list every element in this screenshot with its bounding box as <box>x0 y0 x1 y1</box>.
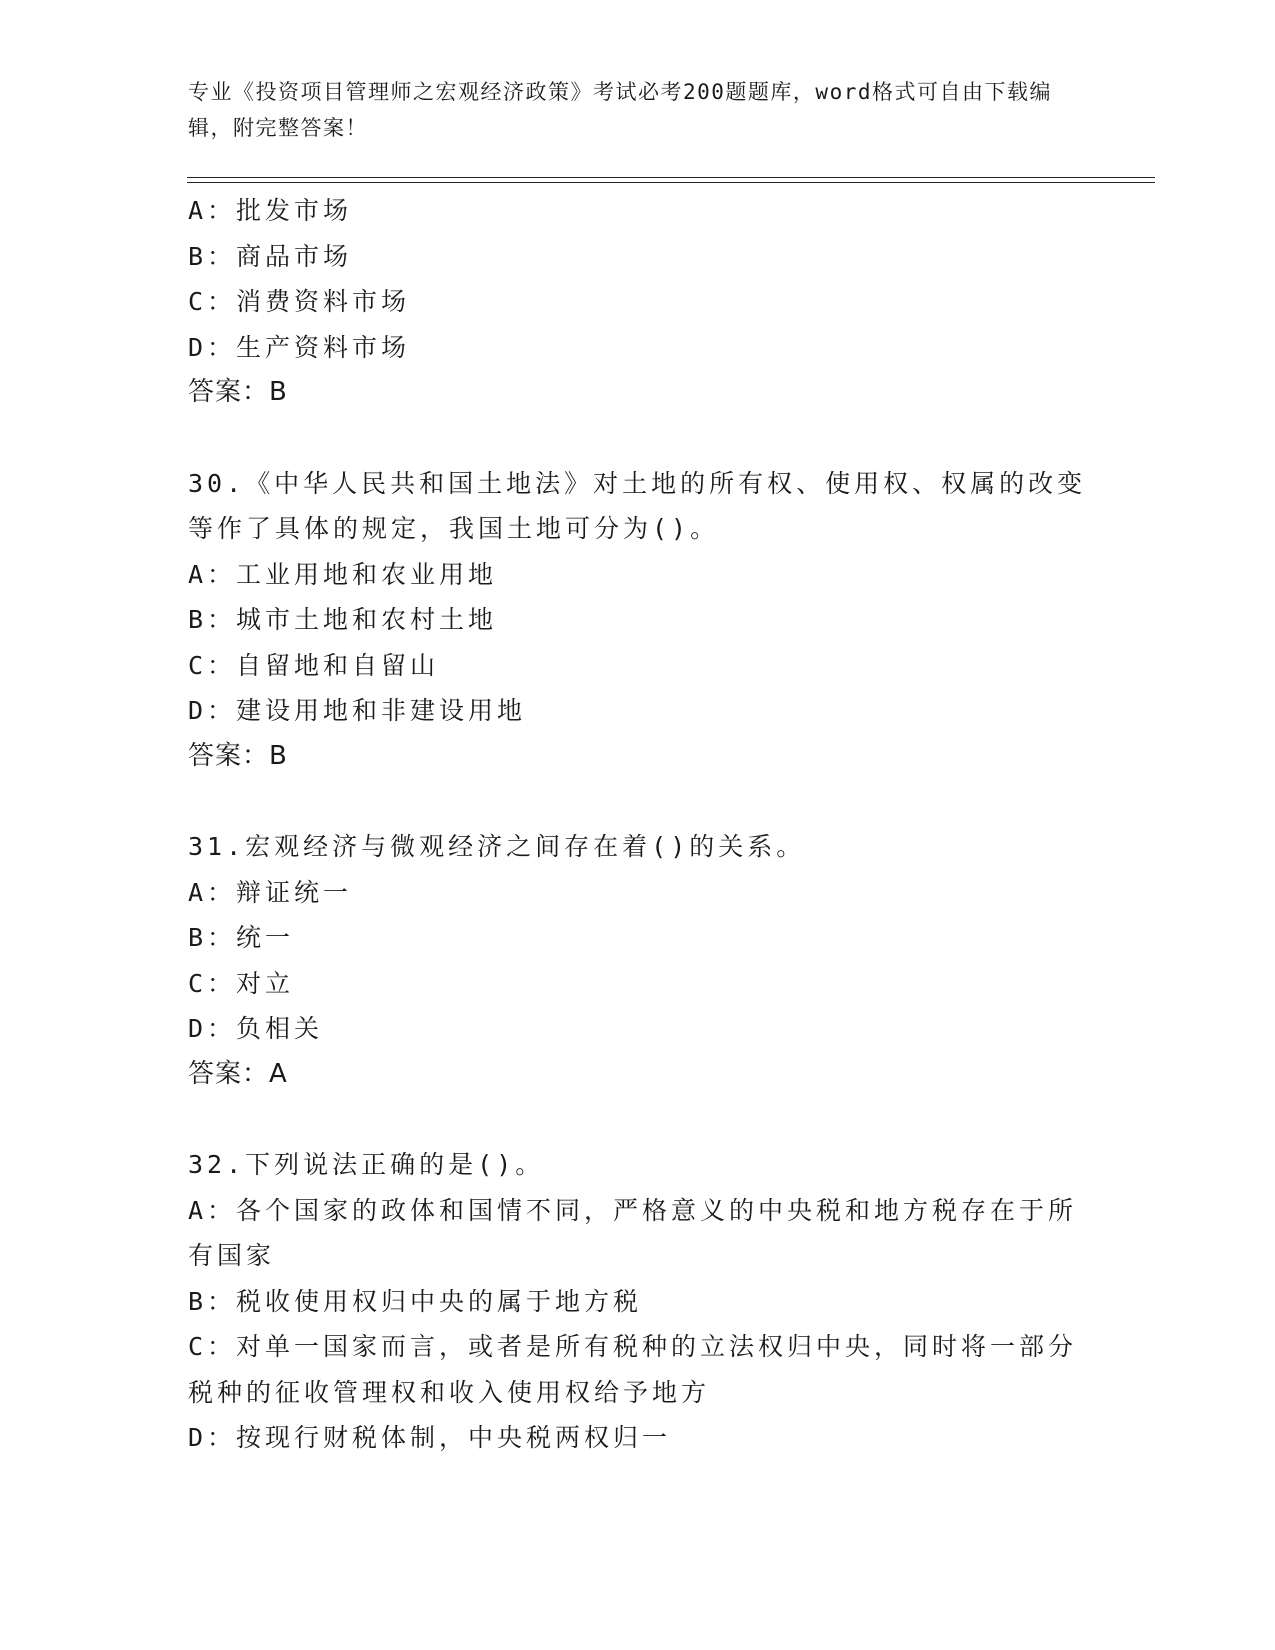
answer-line: 答案：B <box>188 740 288 771</box>
option-d: D：建设用地和非建设用地 <box>188 696 527 725</box>
option-c: C：对单一国家而言，或者是所有税种的立法权归中央，同时将一部分 <box>188 1332 1078 1361</box>
question-stem: 31.宏观经济与微观经济之间存在着()的关系。 <box>188 832 806 861</box>
question-stem: 30.《中华人民共和国土地法》对土地的所有权、使用权、权属的改变 <box>188 468 1087 498</box>
option-c: C：对立 <box>188 968 295 998</box>
option-d: D：按现行财税体制，中央税两权归一 <box>188 1423 672 1452</box>
option-c: C：消费资料市场 <box>188 287 411 316</box>
option-d: D：负相关 <box>188 1014 324 1043</box>
option-b: B：商品市场 <box>188 241 353 271</box>
document-header: 专业《投资项目管理师之宏观经济政策》考试必考200题题库，word格式可自由下载编辑，附完整答案！ <box>188 80 1052 140</box>
answer-line: 答案：B <box>188 377 288 407</box>
question-30 <box>188 461 1088 780</box>
option-a-continued: 有国家 <box>188 1241 276 1270</box>
question-stem: 32.下列说法正确的是()。 <box>188 1150 545 1179</box>
question-stem-continued: 等作了具体的规定，我国土地可分为()。 <box>188 514 720 543</box>
option-a: A：辩证统一 <box>188 877 353 907</box>
option-a: A：各个国家的政体和国情不同，严格意义的中央税和地方税存在于所 <box>188 1195 1078 1225</box>
option-a: A：工业用地和农业用地 <box>188 559 498 589</box>
spacer <box>188 1097 1088 1142</box>
question-content <box>188 188 1088 1461</box>
option-b: B：城市土地和农村土地 <box>188 605 498 634</box>
option-c-continued: 税种的征收管理权和收入使用权给予地方 <box>188 1377 711 1407</box>
question-32 <box>188 1142 1088 1461</box>
header-divider-top <box>187 177 1155 178</box>
question-29-options <box>188 188 1088 416</box>
spacer <box>188 416 1088 461</box>
option-b: B：统一 <box>188 923 295 952</box>
option-d: D：生产资料市场 <box>188 332 411 362</box>
answer-line: 答案：A <box>188 1058 288 1089</box>
option-a: A：批发市场 <box>188 196 353 225</box>
option-b: B：税收使用权归中央的属于地方税 <box>188 1286 643 1316</box>
question-31 <box>188 824 1088 1097</box>
spacer <box>188 779 1088 824</box>
option-c: C：自留地和自留山 <box>188 650 440 680</box>
header-divider-bottom <box>187 182 1155 183</box>
